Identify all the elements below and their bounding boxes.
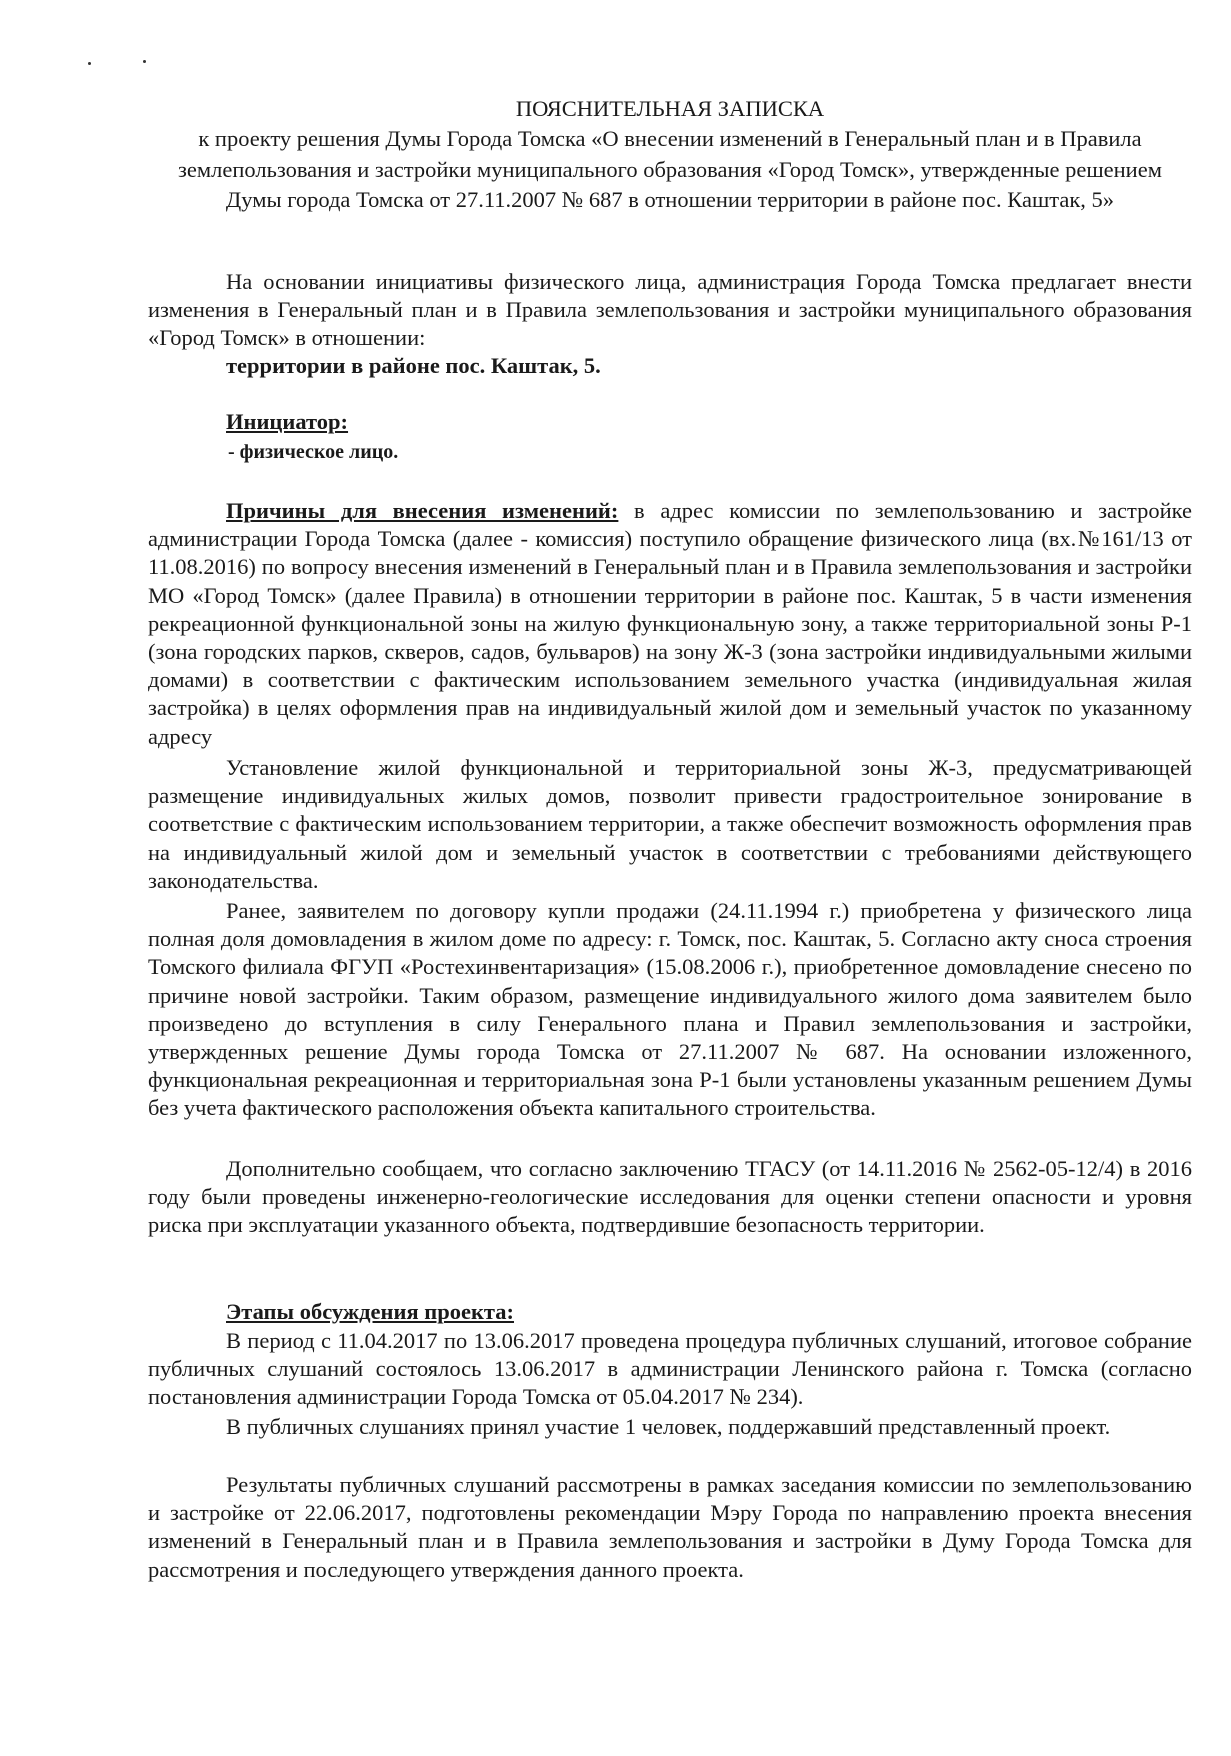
participants-paragraph: В публичных слушаниях принял участие 1 человек, поддержавший представленный проект.: [226, 1414, 1111, 1439]
reasons-heading: Причины для внесения изменений:: [226, 498, 619, 523]
document-subtitle: к проекту решения Думы Города Томска «О внесении изменений в Генеральный план и в Правила землепользования и застройки муниципального образования «Город Томск», утвержденные решением Думы города Томска от 27.11.2007 № 687 в отношении территории в районе пос. Каштак, 5»: [178, 126, 1162, 212]
hearings-paragraph: В период с 11.04.2017 по 13.06.2017 проведена процедура публичных слушаний, итоговое собрание публичных слушаний состоялось 13.06.2017 в администрации Ленинского района г. Томска (согласно постановления администрации Города Томска от 05.04.2017 № 234).: [148, 1328, 1192, 1410]
initiator-value: - физическое лицо.: [228, 441, 399, 463]
zone-paragraph: Установление жилой функциональной и территориальной зоны Ж-3, предусматривающей размещение индивидуальных жилых домов, позволит привести градостроительное зонирование в соответствие с фактическим использованием территории, а также обеспечит возможность оформления прав на индивидуальный жилой дом и земельный участок в соответствии с требованиями действующего законодательства.: [148, 755, 1192, 893]
history-paragraph: Ранее, заявителем по договору купли продажи (24.11.1994 г.) приобретена у физического лица полная доля домовладения в жилом доме по адресу: г. Томск, пос. Каштак, 5. Согласно акту сноса строения Томского филиала ФГУП «Ростехинвентаризация» (15.08.2006 г.), приобретенное домовладение снесено по причине новой застройки. Таким образом, размещение индивидуального жилого дома заявителем было произведено до вступления в силу Генерального плана и Правил землепользования и застройки, утвержденных решение Думы города Томска от 27.11.2007 № 687. На основании изложенного, функциональная рекреационная и территориальная зона Р-1 были установлены указанным решением Думы без учета фактического расположения объекта капитального строительства.: [148, 898, 1192, 1121]
territory-line: территории в районе пос. Каштак, 5.: [226, 353, 601, 378]
initiator-heading: Инициатор:: [226, 409, 349, 434]
reasons-text: в адрес комиссии по землепользованию и застройке администрации Города Томска (далее - комиссия) поступило обращение физического лица (вх.№161/13 от 11.08.2016) по вопросу внесения изменений в Генеральный план и в Правила землепользования и застройки МО «Город Томск» (далее Правила) в отношении территории в районе пос. Каштак, 5 в части изменения рекреационной функциональной зоны на жилую функциональную зону, а также территориальной зоны Р-1 (зона городских парков, скверов, садов, бульваров) на зону Ж-3 (зона застройки индивидуальными жилыми домами) в соответствии с фактическим использованием земельного участка (индивидуальная жилая застройка) в целях оформления прав на индивидуальный жилой дом и земельный участок по указанному адресу: [148, 498, 1193, 749]
reasons-paragraph: [148, 497, 1192, 751]
intro-paragraph: На основании инициативы физического лица, администрация Города Томска предлагает внести изменения в Генеральный план и в Правила землепользования и застройки муниципального образования «Город Томск» в отношении:: [148, 269, 1192, 351]
page-title: ПОЯСНИТЕЛЬНАЯ ЗАПИСКА: [515, 96, 825, 121]
tgasu-paragraph: Дополнительно сообщаем, что согласно заключению ТГАСУ (от 14.11.2016 № 2562-05-12/4) в 2016 году были проведены инженерно-геологические исследования для оценки степени опасности и уровня риска при эксплуатации указанного объекта, подтвердившие безопасность территории.: [148, 1156, 1192, 1238]
stages-heading: Этапы обсуждения проекта:: [226, 1299, 514, 1324]
scan-speck: [143, 60, 146, 63]
scan-speck: [88, 62, 91, 65]
results-paragraph: Результаты публичных слушаний рассмотрены в рамках заседания комиссии по землепользованию и застройке от 22.06.2017, подготовлены рекомендации Мэру Города по направлению проекта внесения изменений в Генеральный план и в Правила землепользования и застройки в Думу Города Томска для рассмотрения и последующего утверждения данного проекта.: [148, 1472, 1192, 1582]
